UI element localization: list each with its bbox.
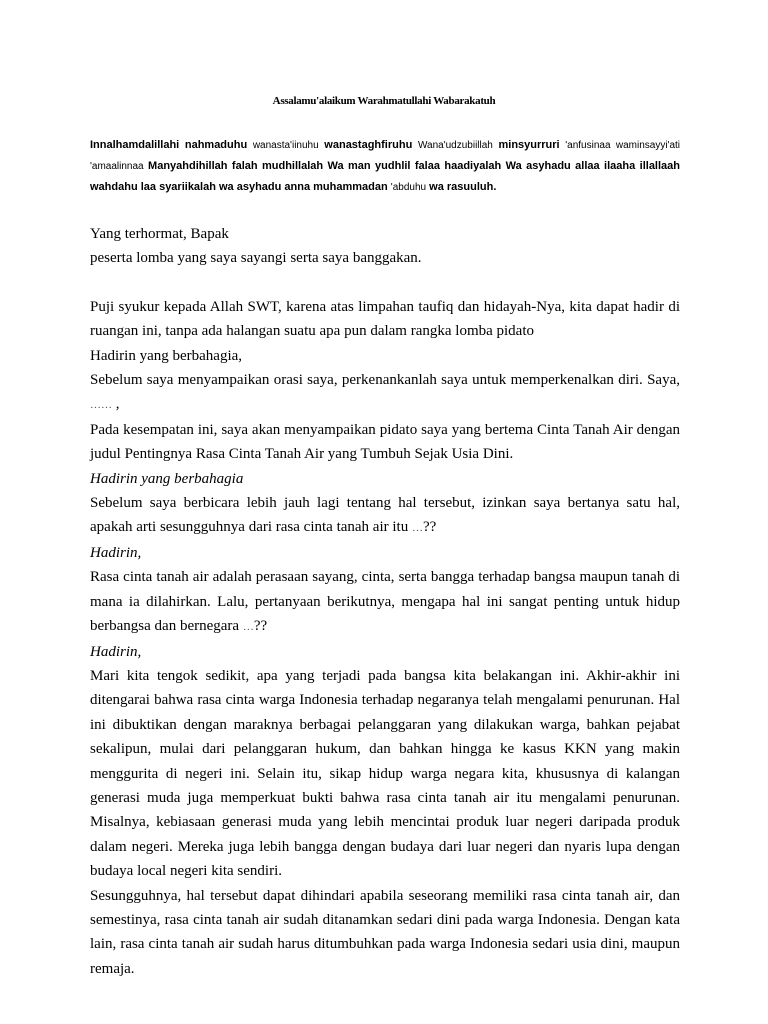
greeting-line: peserta lomba yang saya sayangi serta saya banggakan.: [90, 250, 422, 267]
opening-segment: minsyurruri: [498, 139, 560, 151]
opening-segment: wanastaghfiruhu: [324, 139, 413, 151]
paragraph-text: ??: [253, 618, 268, 635]
paragraph: Mari kita tengok sedikit, apa yang terjadi pada bangsa kita belakangan ini. Akhir-akhir ini ditengarai bahwa rasa cinta warga Indonesia terhadap negaranya telah mengalami penurunan. Hal ini dibuktikan dengan maraknya berbagai pelanggaran yang dilakukan warga, bahkan pejabat sekalipun, mulai dari pelanggaran hukum, dan bahkan hingga ke kasus KKN yang makin menggurita di negeri ini. Selain itu, sikap hidup warga negara kita, khususnya di kalangan generasi muda juga memperkuat bukti bahwa rasa cinta tanah air itu mengalami penurunan. Misalnya, kebiasaan generasi muda yang lebih mencintai produk luar negeri daripada produk dalam negeri. Mereka juga lebih bangga dengan budaya dari luar negeri dan nyaris lupa dengan budaya local negeri kita sendiri.: [90, 667, 680, 880]
paragraph: [90, 565, 680, 639]
paragraph: [90, 368, 680, 418]
paragraph-text: Sebelum saya berbicara lebih jauh lagi tentang hal tersebut, izinkan saya bertanya satu hal, apakah arti sesungguhnya dari rasa cinta tanah air itu: [90, 495, 680, 536]
greeting-line: Yang terhormat, Bapak: [90, 226, 229, 242]
opening-prayer: [90, 135, 680, 198]
paragraph: Pada kesempatan ini, saya akan menyampaikan pidato saya yang bertema Cinta Tanah Air dengan judul Pentingnya Rasa Cinta Tanah Air yang Tumbuh Sejak Usia Dini.: [90, 421, 680, 463]
paragraph-text: ,: [115, 396, 120, 413]
paragraph: Sesungguhnya, hal tersebut dapat dihindari apabila seseorang memiliki rasa cinta tanah air, dan semestinya, rasa cinta tanah air sudah ditanamkan sedari dini pada warga Indonesia. Dengan kata lain, rasa cinta tanah air sudah harus ditumbuhkan pada warga Indonesia sedari usia dini, maupun remaja.: [90, 887, 680, 977]
speech-body: [90, 222, 680, 981]
paragraph: [90, 491, 680, 541]
opening-segment: 'anfusinaa waminsayyi'ati 'amaalinnaa: [90, 140, 681, 172]
document-title: Assalamu'alaikum Warahmatullahi Wabarakatuh: [272, 95, 496, 107]
ellipsis: ……: [90, 399, 112, 412]
opening-segment: wanasta'iinuhu: [252, 140, 319, 151]
opening-segment: Innalhamdalillahi nahmaduhu: [90, 139, 248, 151]
paragraph-text: Rasa cinta tanah air adalah perasaan sayang, cinta, serta bangga terhadap bangsa maupun tanah di mana ia dilahirkan. Lalu, pertanyaan berikutnya, mengapa hal ini sangat penting untuk hidup berbangsa dan bernegara: [90, 569, 680, 635]
paragraph-text: Sebelum saya menyampaikan orasi saya, perkenankanlah saya untuk memperkenalkan diri. Saya,: [90, 372, 680, 389]
section-salutation: Hadirin yang berbahagia: [90, 470, 244, 487]
ellipsis: …: [242, 621, 254, 634]
opening-segment: wa rasuuluh.: [429, 181, 497, 193]
paragraph-text: ??: [422, 519, 437, 536]
section-salutation: Hadirin,: [90, 643, 142, 660]
opening-segment: Wana'udzubiillah: [417, 140, 493, 151]
paragraph: Puji syukur kepada Allah SWT, karena atas limpahan taufiq dan hidayah-Nya, kita dapat hadir di ruangan ini, tanpa ada halangan suatu apa pun dalam rangka lomba pidato: [90, 298, 680, 340]
paragraph: Hadirin yang berbahagia,: [90, 347, 243, 364]
opening-segment: 'abduhu: [390, 182, 427, 193]
ellipsis: …: [411, 522, 423, 535]
section-salutation: Hadirin,: [90, 544, 142, 561]
opening-segment: Manyahdihillah falah mudhillalah Wa man yudhlil falaa haadiyalah Wa asyhadu allaa ilaaha illallaah wahdahu laa syariikalah wa asyhadu anna muhammadan: [90, 160, 680, 193]
